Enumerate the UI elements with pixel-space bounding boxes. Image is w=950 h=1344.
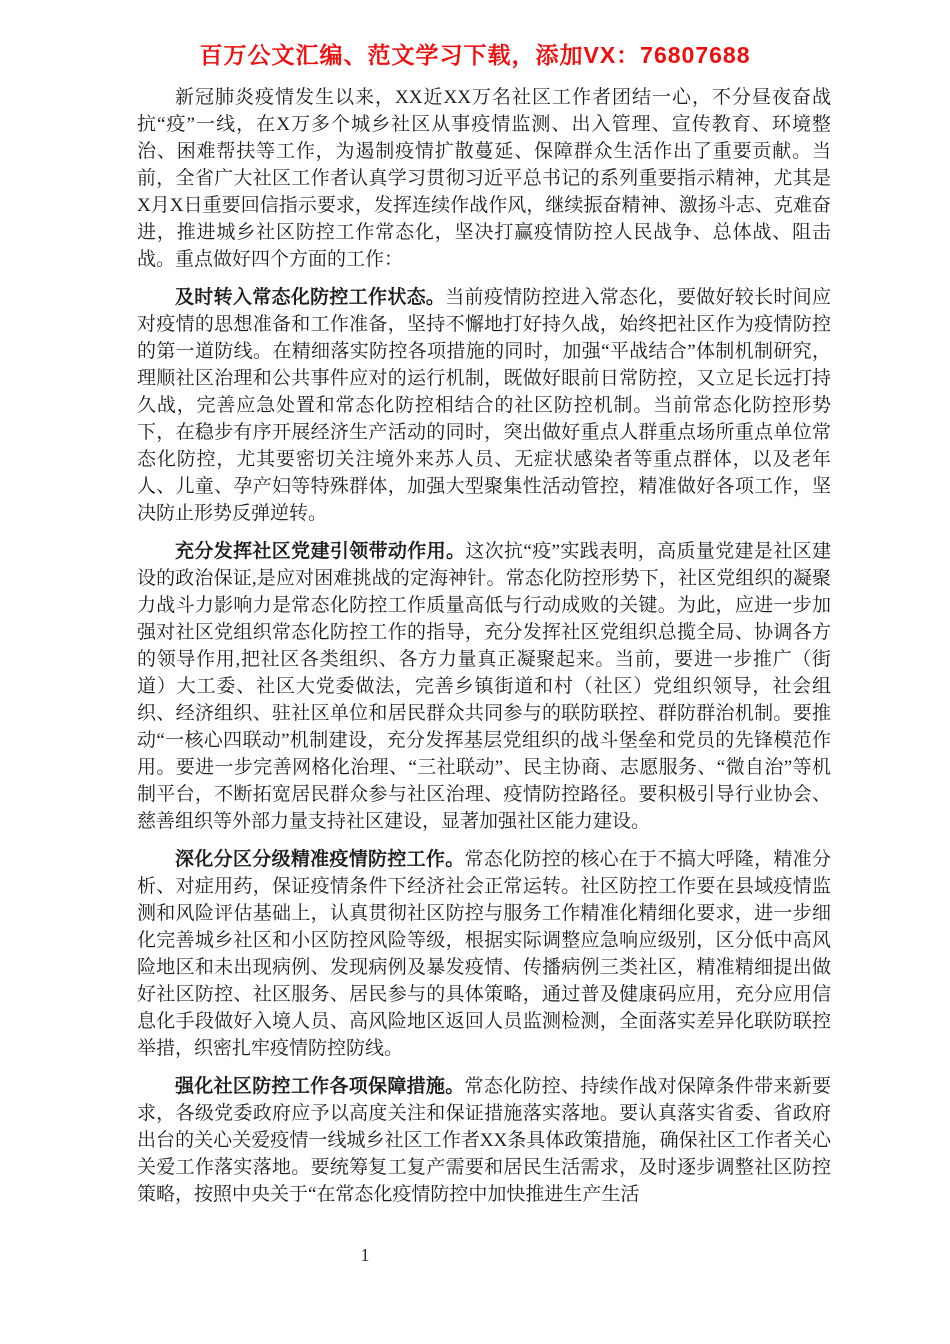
paragraph <box>137 84 831 273</box>
paragraph-text: 常态化防控的核心在于不搞大呼隆，精准分析、对症用药，保证疫情条件下经济社会正常运转。社区防控工作要在县域疫情监测和风险评估基础上，认真贯彻社区防控与服务工作精准化精细化要求，进一步细化完善城乡社区和小区防控风险等级，根据实际调整应急响应级别，区分低中高风险地区和未出现病例、发现病例及暴发疫情、传播病例三类社区，精准精细提出做好社区防控、社区服务、居民参与的具体策略，通过普及健康码应用，充分应用信息化手段做好入境人员、高风险地区返回人员监测检测，全面落实差异化联防联控举措，织密扎牢疫情防控防线。 <box>137 849 831 1059</box>
promo-header: 百万公文汇编、范文学习下载，添加VX：76807688 <box>199 42 751 68</box>
paragraph <box>137 846 831 1062</box>
paragraph-text: 这次抗“疫”实践表明，高质量党建是社区建设的政治保证,是应对困难挑战的定海神针。常态化防控形势下，社区党组织的凝聚力战斗力影响力是常态化防控工作质量高低与行动成败的关键。为此，应进一步加强对社区党组织常态化防控工作的指导，充分发挥社区党组织总揽全局、协调各方的领导作用,把社区各类组织、各方力量真正凝聚起来。当前，要进一步推广（街道）大工委、社区大党委做法，完善乡镇街道和村（社区）党组织领导，社会组织、经济组织、驻社区单位和居民群众共同参与的联防联控、群防群治机制。要推动“一核心四联动”机制建设，充分发挥基层党组织的战斗堡垒和党员的先锋模范作用。要进一步完善网格化治理、“三社联动”、民主协商、志愿服务、“微自治”等机制平台，不断拓宽居民群众参与社区治理、疫情防控路径。要积极引导行业协会、慈善组织等外部力量支持社区建设，显著加强社区能力建设。 <box>137 541 831 832</box>
page-number: 1 <box>360 1245 370 1265</box>
paragraph-text: 常态化防控、持续作战对保障条件带来新要求，各级党委政府应予以高度关注和保证措施落实落地。要认真落实省委、省政府出台的关心关爱疫情一线城乡社区工作者XX条具体政策措施，确保社区工作者关心关爱工作落实落地。要统筹复工复产需要和居民生活需求，及时逐步调整社区防控策略，按照中央关于“在常态化疫情防控中加快推进生产生活 <box>137 1076 831 1205</box>
paragraph-lead: 深化分区分级精准疫情防控工作。 <box>175 849 465 870</box>
paragraph-lead: 充分发挥社区党建引领带动作用。 <box>175 541 466 562</box>
document-body <box>137 84 831 1208</box>
paragraph-lead: 强化社区防控工作各项保障措施。 <box>175 1076 465 1097</box>
paragraph <box>137 284 831 527</box>
paragraph-lead: 及时转入常态化防控工作状态。 <box>175 287 446 308</box>
paragraph-text: 新冠肺炎疫情发生以来，XX近XX万名社区工作者团结一心，不分昼夜奋战抗“疫”一线，在X万多个城乡社区从事疫情监测、出入管理、宣传教育、环境整治、困难帮扶等工作，为遏制疫情扩散蔓延、保障群众生活作出了重要贡献。当前，全省广大社区工作者认真学习贯彻习近平总书记的系列重要指示精神，尤其是X月X日重要回信指示要求，发挥连续作战作风，继续振奋精神、激扬斗志、克难奋进，推进城乡社区防控工作常态化，坚决打赢疫情防控人民战争、总体战、阻击战。重点做好四个方面的工作： <box>137 87 831 270</box>
paragraph <box>137 538 831 835</box>
paragraph <box>137 1073 831 1208</box>
paragraph-text: 当前疫情防控进入常态化，要做好较长时间应对疫情的思想准备和工作准备，坚持不懈地打好持久战，始终把社区作为疫情防控的第一道防线。在精细落实防控各项措施的同时，加强“平战结合”体制机制研究，理顺社区治理和公共事件应对的运行机制，既做好眼前日常防控，又立足长远打持久战，完善应急处置和常态化防控相结合的社区防控机制。当前常态化防控形势下，在稳步有序开展经济生产活动的同时，突出做好重点人群重点场所重点单位常态化防控，尤其要密切关注境外来苏人员、无症状感染者等重点群体，以及老年人、儿童、孕产妇等特殊群体，加强大型聚集性活动管控，精准做好各项工作，坚决防止形势反弹逆转。 <box>137 287 831 524</box>
